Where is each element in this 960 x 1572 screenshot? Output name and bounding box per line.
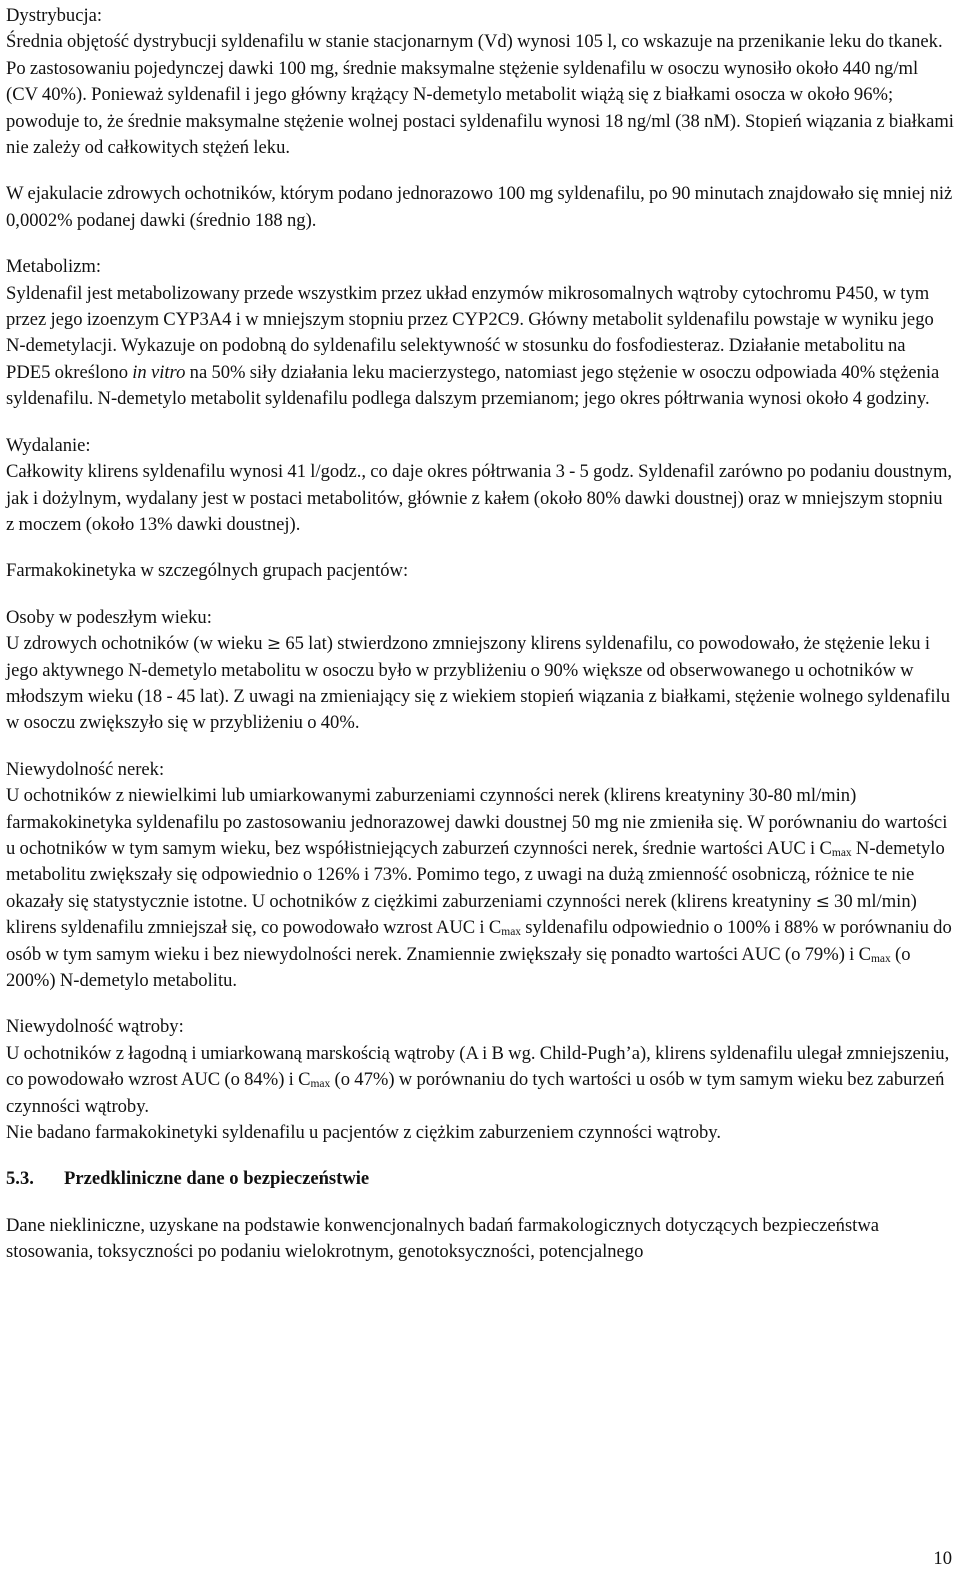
hepatic-text-1: U ochotników z łagodną i umiarkowaną marskością wątroby (A i B wg. Child-Pugh’a), klirens syldenafilu ulegał zmniejszeniu, co powodowało wzrost AUC (o 84%) i C — [6, 1042, 950, 1091]
hepatic-heading: Niewydolność wątroby: — [6, 1016, 184, 1038]
preclinical-paragraph: Dane niekliniczne, uzyskane na podstawie konwencjonalnych badań farmakologicznych dotyczących bezpieczeństwa stosowania, toksyczności po podaniu wielokrotnym, genotoksyczności, potencjalnego — [6, 1214, 880, 1263]
renal-text-2: N-demetylo metabolitu zwiększały się odpowiednio o 126% i 73%. Pomimo tego, z uwagi na dużą zmienność osobniczą, różnice te nie okazały się statystycznie istotne. U ochotników z ciężkimi zaburzeniami czynności nerek (klirens kreatyniny — [6, 837, 945, 912]
elderly-text-end: 65 lat) stwierdzono zmniejszony klirens syldenafilu, co powodowało, że stężenie leku i jego aktywnego N-demetylo metabolitu w osoczu było w przybliżeniu o 90% większe od obserwowanego u ochotników w młodszym wieku (18 - 45 lat). Z uwagi na zmieniający się z wiekiem stopień wiązania z białkami, stężenie wolnego syldenafilu w osoczu zwiększyło się w przybliżeniu o 40%. — [6, 633, 950, 734]
elderly-heading: Osoby w podeszłym wieku: — [6, 606, 212, 628]
cmax-subscript: max — [501, 926, 522, 939]
elderly-paragraph — [6, 631, 954, 737]
cmax-subscript: max — [831, 846, 852, 859]
distribution-heading: Dystrybucja: — [6, 5, 103, 26]
special-groups-heading: Farmakokinetyka w szczególnych grupach pacjentów: — [6, 560, 409, 582]
distribution-paragraph: Średnia objętość dystrybucji syldenafilu w stanie stacjonarnym (Vd) wynosi 105 l, co wskazuje na przenikanie leku do tkanek. Po zastosowaniu pojedynczej dawki 100 mg, średnie maksymalne stężenie syldenafilu w osoczu wynosiło około 440 ng/ml (CV 40%). Ponieważ syldenafil i jego główny krążący N-demetylo metabolit wiążą się z białkami osocza w około 96%; powoduje to, że średnie maksymalne stężenie wolnej postaci syldenafilu wynosi 18 ng/ml (38 nM). Stopień wiązania z białkami nie zależy od całkowitych stężeń leku. — [6, 31, 954, 159]
greater-or-equal-symbol: ≥ — [266, 634, 282, 655]
hepatic-paragraph — [6, 1041, 954, 1120]
cmax-subscript: max — [870, 952, 891, 965]
metabolism-text-end: na 50% siły działania leku macierzystego, natomiast jego stężenie w osoczu odpowiada 40% stężenia syldenafilu. N-demetylo metabolit syldenafilu podlega dalszym przemianom; jego okres półtrwania wynosi około 4 godziny. — [6, 361, 940, 410]
in-vitro-italic: in vitro — [132, 361, 186, 383]
renal-text-1: U ochotników z niewielkimi lub umiarkowanymi zaburzeniami czynności nerek (klirens kreatyniny 30-80 ml/min) farmakokinetyka syldenafilu po zastosowaniu jednorazowej dawki doustnej 50 mg nie zmieniła się. W porównaniu do wartości u ochotników w tym samym wieku, bez współistniejących zaburzeń czynności nerek, średnie wartości AUC i C — [6, 785, 948, 859]
metabolism-paragraph — [6, 281, 954, 413]
hepatic-severe-paragraph: Nie badano farmakokinetyki syldenafilu u pacjentów z ciężkim zaburzeniem czynności wątroby. — [6, 1122, 722, 1144]
document-page — [6, 3, 954, 1266]
renal-text-4: syldenafilu odpowiednio o 100% i 88% w porównaniu do osób w tym samym wieku i bez niewydolności nerek. Znamiennie zwiększały się ponadto wartości AUC (o 79%) i C — [6, 917, 952, 965]
renal-heading: Niewydolność nerek: — [6, 758, 165, 780]
renal-text-3: 30 ml/min) klirens syldenafilu zmniejszał się, co powodowało wzrost AUC i C — [6, 890, 917, 939]
hepatic-text-2: (o 47%) w porównaniu do tych wartości u osób w tym samym wieku bez zaburzeń czynności wątroby. — [6, 1069, 945, 1117]
semen-paragraph: W ejakulacie zdrowych ochotników, którym podano jednorazowo 100 mg syldenafilu, po 90 minutach znajdowało się mniej niż 0,0002% podanej dawki (średnio 188 ng). — [6, 183, 953, 231]
less-or-equal-symbol: ≤ — [815, 891, 830, 912]
metabolism-heading: Metabolizm: — [6, 256, 102, 278]
cmax-subscript: max — [310, 1078, 331, 1091]
section-heading — [6, 1166, 954, 1192]
elimination-paragraph: Całkowity klirens syldenafilu wynosi 41 l/godz., co daje okres półtrwania 3 - 5 godz. Syldenafil zarówno po podaniu doustnym, jak i dożylnym, wydalany jest w postaci metabolitów, głównie z kałem (około 80% dawki doustnej) oraz w mniejszym stopniu z moczem (około 13% dawki doustnej). — [6, 461, 953, 535]
elimination-heading: Wydalanie: — [6, 434, 91, 456]
metabolism-text-start: Syldenafil jest metabolizowany przede wszystkim przez układ enzymów mikrosomalnych wątroby cytochromu P450, w tym przez jego izoenzym CYP3A4 i w mniejszym stopniu przez CYP2C9. Główny metabolit syldenafilu powstaje w wyniku jego N-demetylacji. Wykazuje on podobną do syldenafilu selektywność w stosunku do fosfodiesteraz. Działanie metabolitu na PDE5 określono — [6, 282, 934, 383]
elderly-text-start: U zdrowych ochotników (w wieku — [6, 633, 267, 655]
section-number: 5.3. — [6, 1168, 34, 1190]
page-number: 10 — [933, 1548, 952, 1569]
renal-paragraph — [6, 783, 954, 994]
renal-text-5: (o 200%) N-demetylo metabolitu. — [6, 943, 911, 991]
section-title: Przedkliniczne dane o bezpieczeństwie — [64, 1168, 370, 1190]
